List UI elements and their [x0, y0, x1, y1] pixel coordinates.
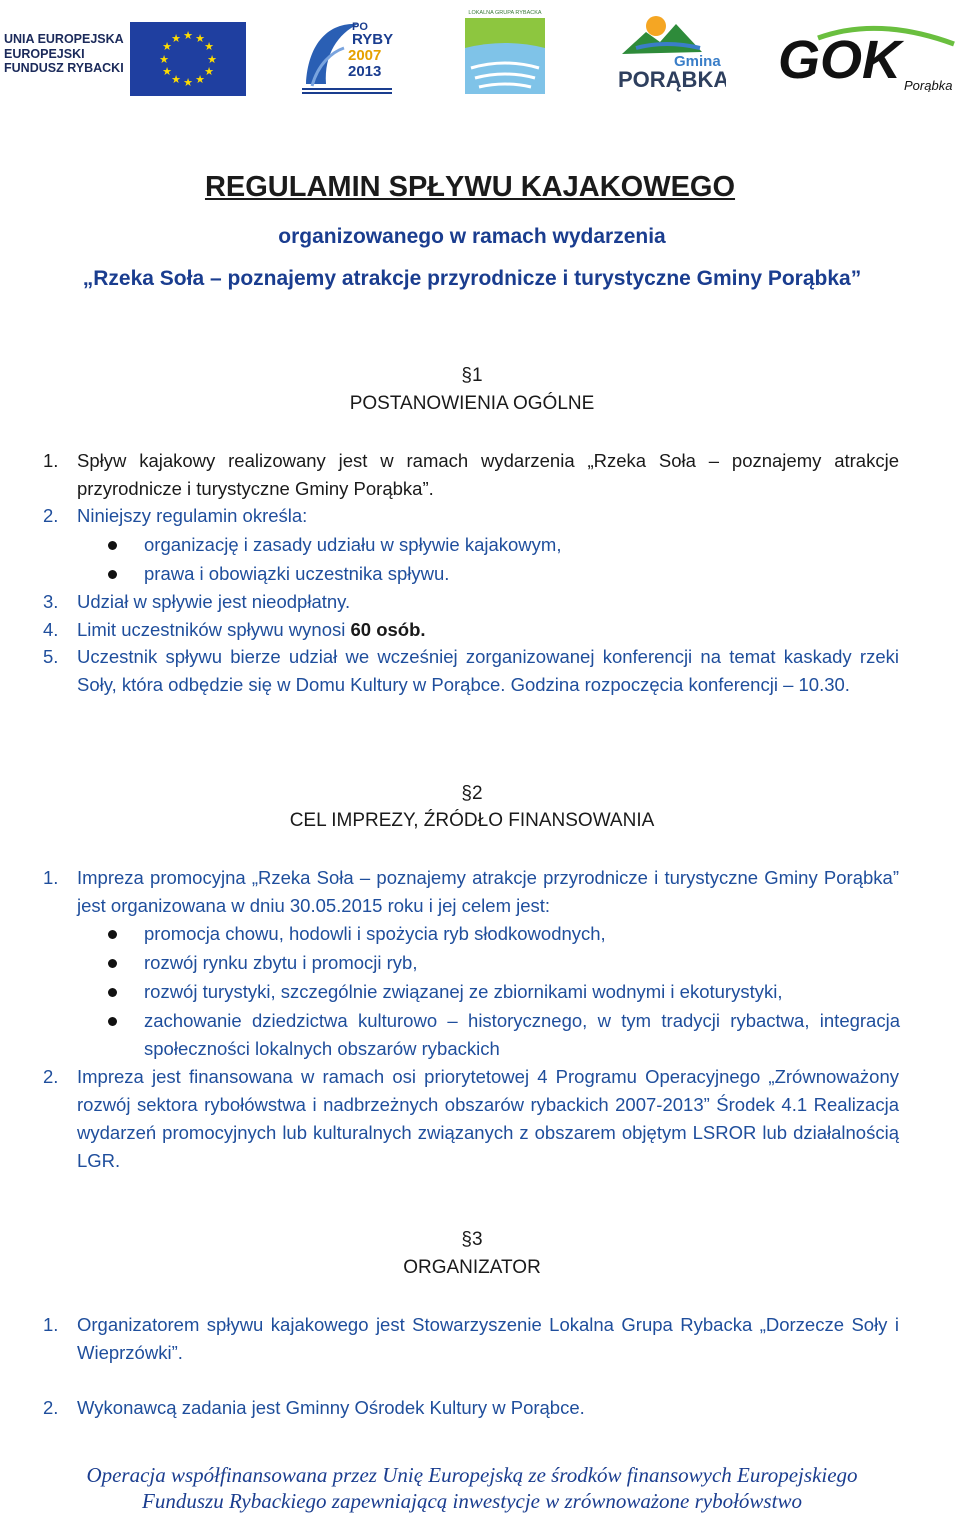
svg-text:★: ★: [171, 73, 181, 86]
eu-logo-line-2: EUROPEJSKI: [4, 46, 85, 61]
gmina-porabka-logo: [616, 12, 726, 92]
bullet-text: prawa i obowiązki uczestnika spływu.: [144, 563, 450, 584]
section-1-item-4: [43, 616, 899, 644]
bullet-dot-icon: [108, 930, 117, 939]
section-3-title: ORGANIZATOR: [403, 1257, 541, 1278]
item-number: 5.: [43, 646, 59, 667]
svg-text:★: ★: [162, 40, 172, 53]
svg-text:★: ★: [183, 76, 193, 89]
eu-logo-line-3: FUNDUSZ RYBACKI: [4, 61, 124, 75]
poryby-top-text: PO: [352, 21, 368, 33]
item-number: 1.: [43, 450, 59, 471]
po-ryby-logo: [298, 14, 396, 96]
section-2-bullet-3: [108, 978, 900, 1006]
poryby-word-text: RYBY: [352, 31, 394, 48]
section-1-number: §1: [461, 365, 483, 386]
item-number: 1.: [43, 867, 59, 888]
item-text: Impreza promocyjna „Rzeka Soła – poznajemy atrakcje przyrodnicze i turystyczne Gminy Porąbka” jest organizowana w dniu 30.05.2015 roku i jej celem jest:: [77, 867, 899, 916]
gok-porabka-logo: [778, 18, 958, 92]
item-text: Uczestnik spływu bierze udział we wcześniej zorganizowanej konferencji na temat kaskady rzeki Soły, która odbędzie się w Domu Kultury w Porąbce. Godzina rozpoczęcia konferencji – 10.30.: [77, 646, 899, 695]
lokalna-grupa-rybacka-logo: [463, 8, 547, 96]
bullet-dot-icon: [108, 1017, 117, 1026]
item-text: Wykonawcą zadania jest Gminny Ośrodek Kultury w Porąbce.: [77, 1397, 585, 1418]
footer-line-2: Funduszu Rybackiego zapewniającą inwestycje w zrównoważone rybołówstwo: [142, 1489, 802, 1513]
section-3-item-2: [43, 1394, 899, 1422]
bullet-dot-icon: [108, 988, 117, 997]
gok-logo-word: GOK: [778, 30, 902, 90]
section-2-item-1: [43, 864, 899, 920]
eu-logo-text: [4, 32, 128, 76]
svg-text:★: ★: [204, 40, 214, 53]
section-1-item-2: [43, 502, 899, 530]
item-text: Udział w spływie jest nieodpłatny.: [77, 591, 351, 612]
bullet-text: organizację i zasady udziału w spływie kajakowym,: [144, 534, 562, 555]
bullet-dot-icon: [108, 570, 117, 579]
section-1-item-1: [43, 447, 899, 503]
section-2-title: CEL IMPREZY, ŹRÓDŁO FINANSOWANIA: [289, 810, 655, 831]
eu-logo-line-1: UNIA EUROPEJSKA: [4, 32, 124, 46]
section-2-bullet-2: [108, 949, 900, 977]
item-text-part: Limit uczestników spływu wynosi: [77, 619, 351, 640]
eu-fisheries-fund-logo: [4, 22, 246, 96]
item-number: 4.: [43, 619, 59, 640]
section-1-title: POSTANOWIENIA OGÓLNE: [349, 393, 595, 414]
item-text: Impreza jest finansowana w ramach osi priorytetowej 4 Programu Operacyjnego „Zrównoważony rozwój sektora rybołówstwa i nadbrzeżnych obszarów rybackich 2007-2013” Środek 4.1 Realizacja wydarzeń promocyjnych lub kulturalnych związanych z obszarem objętym LSROR lub działalnością LGR.: [77, 1066, 899, 1171]
bullet-dot-icon: [108, 541, 117, 550]
section-2-number: §2: [461, 783, 483, 804]
svg-text:★: ★: [195, 32, 205, 45]
item-number: 2.: [43, 1066, 59, 1087]
document-subtitle: organizowanego w ramach wydarzenia: [278, 225, 666, 248]
poryby-year-2007: 2007: [348, 47, 382, 64]
item-text: [77, 616, 899, 644]
section-1-item-3: [43, 588, 899, 616]
item-number: 1.: [43, 1314, 59, 1335]
section-1-bullet-1: [108, 531, 900, 559]
event-title: „Rzeka Soła – poznajemy atrakcje przyrodnicze i turystyczne Gminy Porąbka”: [82, 267, 862, 290]
footer-line-1: Operacja współfinansowana przez Unię Europejską ze środków finansowych Europejskiego: [86, 1463, 858, 1487]
item-text: Spływ kajakowy realizowany jest w ramach wydarzenia „Rzeka Soła – poznajemy atrakcje przyrodnicze i turystyczne Gminy Porąbka”.: [77, 450, 899, 499]
header-logos: [0, 0, 960, 110]
eu-flag-icon: [130, 22, 246, 96]
svg-text:★: ★: [204, 65, 214, 78]
bullet-text: zachowanie dziedzictwa kulturowo – historycznego, w tym tradycji rybactwa, integracja społeczności lokalnych obszarów rybackich: [144, 1010, 900, 1059]
item-text: Niniejszy regulamin określa:: [77, 505, 308, 526]
svg-text:★: ★: [183, 29, 193, 42]
gmina-logo-line-2: PORĄBKA: [618, 67, 726, 92]
gok-logo-subtext: Porąbka: [904, 78, 953, 92]
svg-text:★: ★: [207, 53, 217, 66]
item-number: 2.: [43, 505, 59, 526]
gmina-logo-line-1: Gmina: [674, 53, 721, 70]
bullet-dot-icon: [108, 959, 117, 968]
item-number: 3.: [43, 591, 59, 612]
bullet-text: rozwój rynku zbytu i promocji ryb,: [144, 952, 418, 973]
section-2-bullet-1: [108, 920, 900, 948]
section-1-item-5: [43, 643, 899, 699]
section-1-bullet-2: [108, 560, 900, 588]
section-3-number: §3: [461, 1229, 483, 1250]
lgr-logo-text: LOKALNA GRUPA RYBACKA: [468, 10, 542, 16]
section-2-bullet-4: [108, 1007, 900, 1063]
svg-text:★: ★: [171, 32, 181, 45]
poryby-year-2013: 2013: [348, 63, 382, 80]
svg-text:★: ★: [195, 73, 205, 86]
section-2-item-2: [43, 1063, 899, 1175]
participant-limit: 60 osób.: [350, 619, 426, 640]
document-title: REGULAMIN SPŁYWU KAJAKOWEGO: [204, 171, 736, 203]
svg-text:★: ★: [159, 53, 169, 66]
section-3-item-1: [43, 1311, 899, 1367]
bullet-text: promocja chowu, hodowli i spożycia ryb słodkowodnych,: [144, 923, 606, 944]
item-text: Organizatorem spływu kajakowego jest Stowarzyszenie Lokalna Grupa Rybacka „Dorzecze Soły i Wieprzówki”.: [77, 1314, 899, 1363]
svg-text:★: ★: [162, 65, 172, 78]
item-number: 2.: [43, 1397, 59, 1418]
bullet-text: rozwój turystyki, szczególnie związanej ze zbiornikami wodnymi i ekoturystyki,: [144, 981, 783, 1002]
